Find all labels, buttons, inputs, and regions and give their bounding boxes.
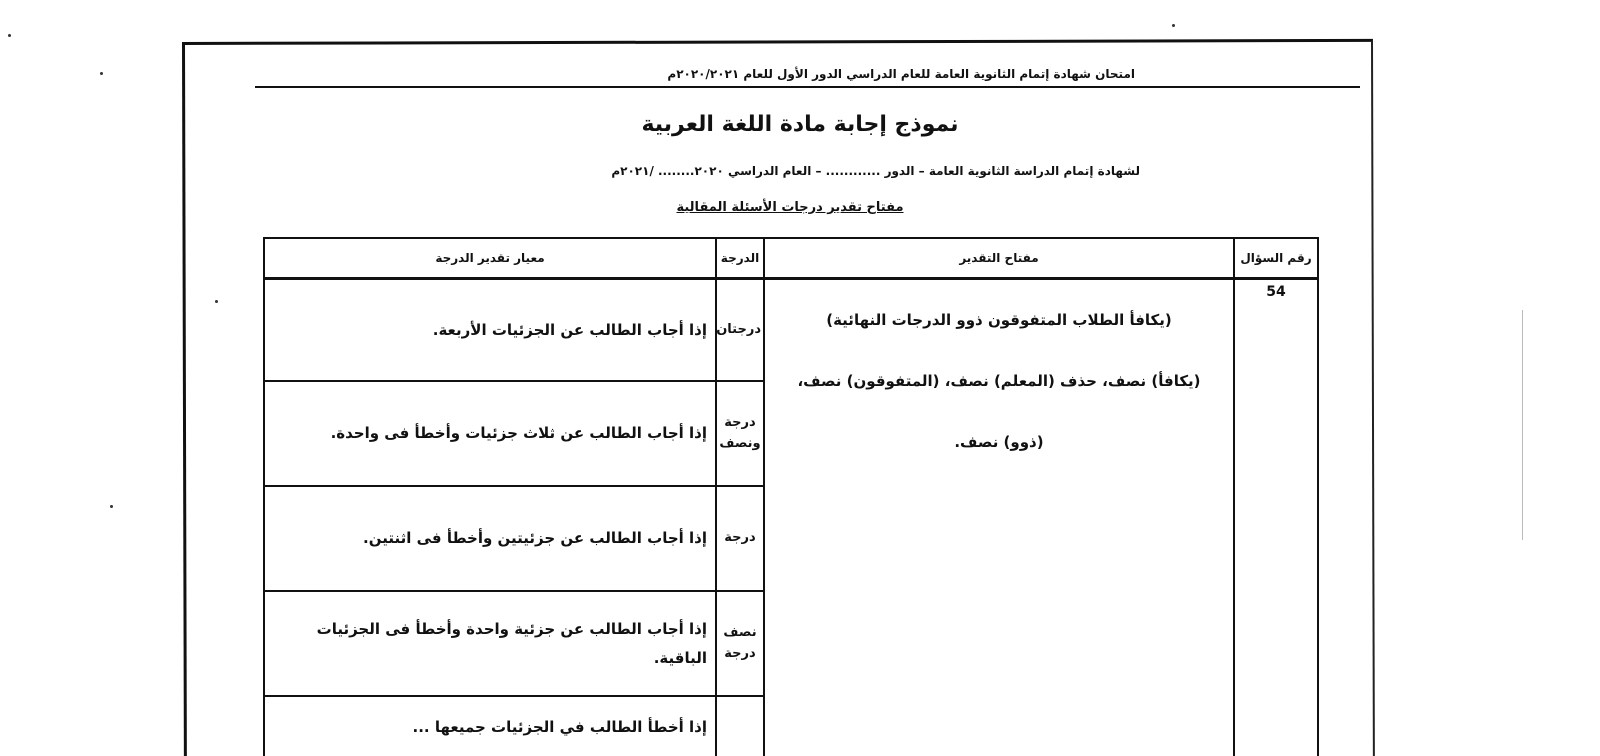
scan-speck bbox=[100, 72, 103, 75]
grading-key-cell bbox=[764, 279, 1234, 756]
criteria-cell: إذا أجاب الطالب عن جزئيتين وأخطأ فى اثنتين. bbox=[264, 486, 716, 591]
scan-speck bbox=[1172, 24, 1175, 27]
column-header-criteria: معيار تقدير الدرجة bbox=[264, 238, 716, 279]
grading-key-line: (ذوو) نصف. bbox=[954, 433, 1044, 451]
grade-cell: نصف درجة bbox=[716, 591, 764, 696]
grade-cell bbox=[716, 696, 764, 756]
column-header-question-number: رقم السؤال bbox=[1234, 238, 1318, 279]
column-header-grade: الدرجة bbox=[716, 238, 764, 279]
criteria-cell: إذا أخطأ الطالب في الجزئيات جميعها ... bbox=[264, 696, 716, 756]
scan-speck bbox=[8, 34, 11, 37]
table-row bbox=[264, 279, 1318, 382]
scan-speck bbox=[110, 505, 113, 508]
question-number-cell: 54 bbox=[1234, 279, 1318, 756]
criteria-cell: إذا أجاب الطالب عن جزئية واحدة وأخطأ فى الجزئيات الباقية. bbox=[264, 591, 716, 696]
exam-header-line: امتحان شهادة إتمام الثانوية العامة للعام الدراسي الدور الأول للعام ٢٠٢٠/٢٠٢١م bbox=[255, 60, 1360, 88]
grading-table bbox=[263, 237, 1319, 756]
grade-cell: درجتان bbox=[716, 279, 764, 382]
grade-cell: درجة bbox=[716, 486, 764, 591]
criteria-cell: إذا أجاب الطالب عن الجزئيات الأربعة. bbox=[264, 279, 716, 382]
grade-cell: درجة ونصف bbox=[716, 381, 764, 486]
scan-speck bbox=[215, 300, 218, 303]
section-heading: مفتاح تقدير درجات الأسئلة المقالية bbox=[676, 200, 904, 215]
grading-key-line: (يكافأ) نصف، حذف (المعلم) نصف، (المتفوقون) نصف، bbox=[797, 372, 1201, 390]
table-header-row bbox=[264, 238, 1318, 279]
grading-key-line: (يكافأ الطلاب المتفوقون ذوو الدرجات النهائية) bbox=[826, 311, 1172, 329]
document-subtitle: لشهادة إتمام الدراسة الثانوية العامة – الدور ............ – العام الدراسي ٢٠٢٠........ /٢٠٢١م bbox=[611, 164, 1140, 178]
criteria-cell: إذا أجاب الطالب عن ثلاث جزئيات وأخطأ فى واحدة. bbox=[264, 381, 716, 486]
scan-edge-mark bbox=[1522, 310, 1523, 540]
page-title: نموذج إجابة مادة اللغة العربية bbox=[641, 112, 959, 137]
column-header-grading-key: مفتاح التقدير bbox=[764, 238, 1234, 279]
